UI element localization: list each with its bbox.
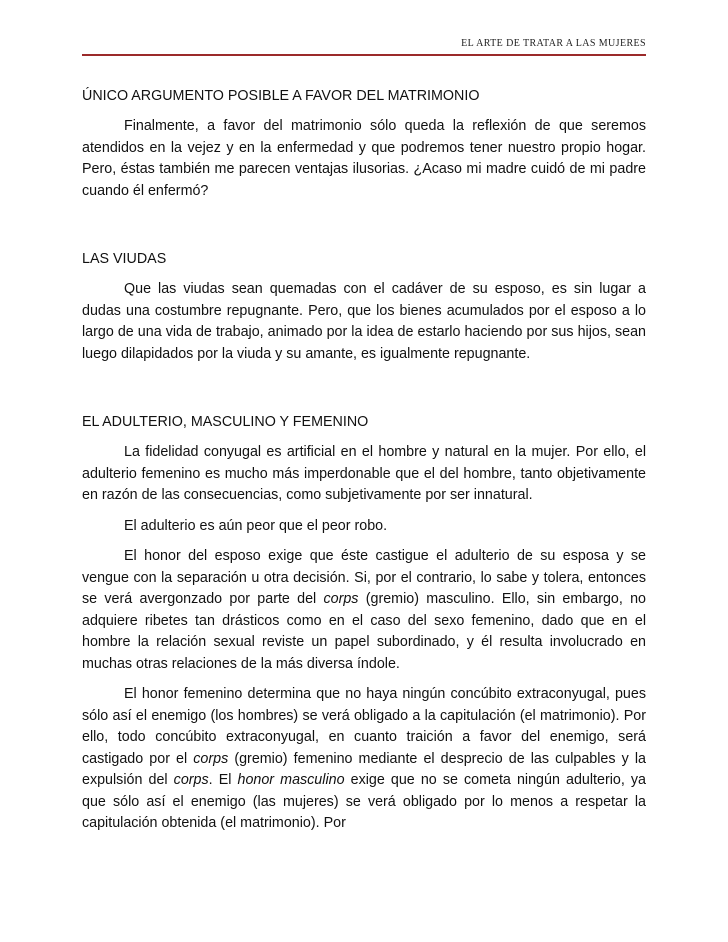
paragraph: Que las viudas sean quemadas con el cadáver de su esposo, es sin lugar a dudas una costumbre repugnante. Pero, que los bienes acumulados por el esposo a lo largo de una vida de trabajo, animado por la idea de estarlo haciendo por sus hijos, sean luego dilapidados por la viuda y su amante, es igualmente repugnante. [82, 281, 646, 362]
section-heading-viudas: LAS VIUDAS [82, 251, 167, 267]
text-run: exige que no se cometa ningún adulterio, ya que sólo así el enemigo (las mujeres) se verá obligado por lo menos a respetar la capitulación obtenida (el matrimonio). Por [82, 772, 646, 831]
text-run: El honor femenino determina que no haya ningún concúbito extraconyugal, pues sólo así el enemigo (los hombres) se verá obligado a la capitulación (el matrimonio). Por ello, todo concúbito extraconyugal, en cuanto traición a favor del enemigo, será castigado por el [82, 686, 646, 767]
header-rule [82, 54, 646, 56]
text-run: . El [208, 772, 238, 788]
italic-term: honor masculino [237, 772, 345, 788]
paragraph: Finalmente, a favor del matrimonio sólo queda la reflexión de que seremos atendidos en la vejez y en la enfermedad y que podremos tener nuestro propio hogar. Pero, éstas también me parecen ventajas ilusorias. ¿Acaso mi madre cuidó de mi padre cuando él enfermó? [82, 118, 646, 199]
section-spacer [82, 211, 646, 249]
text-run: El honor del esposo exige que éste castigue el adulterio de su esposa y se vengue con la separación u otra decisión. Si, por el contrario, lo sabe y tolera, entonces se verá avergonzado por parte del [82, 548, 646, 607]
italic-term: corps [323, 591, 359, 607]
running-header: EL ARTE DE TRATAR A LAS MUJERES [461, 38, 646, 49]
paragraph [82, 684, 646, 835]
text-run: (gremio) masculino. Ello, sin embargo, no adquiere ribetes tan drásticos como en el caso del sexo femenino, dado que en el hombre la relación sexual reviste un papel subordinado, y él resulta involucrado en muchas otras relaciones de la más diversa índole. [82, 591, 646, 672]
section-spacer [82, 374, 646, 412]
text-run: (gremio) femenino mediante el desprecio de las culpables y la expulsión del [82, 750, 646, 788]
document-body [82, 86, 646, 844]
paragraph: El adulterio es aún peor que el peor robo. [124, 517, 388, 534]
italic-term: corps [173, 772, 209, 788]
section-heading-matrimonio: ÚNICO ARGUMENTO POSIBLE A FAVOR DEL MATRIMONIO [82, 88, 480, 104]
section-heading-adulterio: EL ADULTERIO, MASCULINO Y FEMENINO [82, 414, 369, 430]
italic-term: corps [193, 750, 229, 767]
paragraph [82, 546, 646, 675]
paragraph: La fidelidad conyugal es artificial en el hombre y natural en la mujer. Por ello, el adulterio femenino es mucho más imperdonable que el del hombre, tanto objetivamente en razón de las consecuencias, como subjetivamente por ser innatural. [82, 444, 646, 503]
